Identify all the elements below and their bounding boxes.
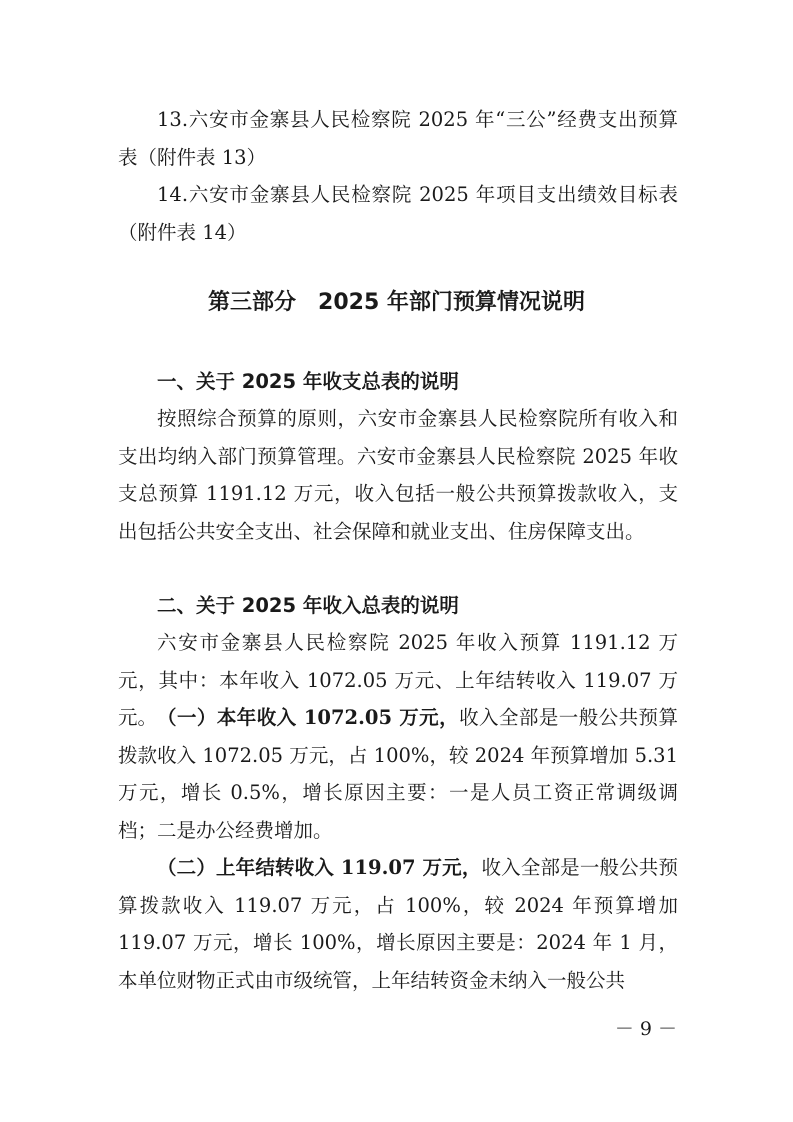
section-2-intro: 六安市金寨县人民检察院 2025 年收入预算 1191.12 万元，其中：本年收入 1072.05 万元、上年结转收入 119.07 万元。 xyxy=(118,631,678,729)
section-2-item-2 xyxy=(118,849,678,999)
list-item-13: 13.六安市金寨县人民检察院 2025 年“三公”经费支出预算表（附件表 13） xyxy=(118,108,678,169)
item-2-body: 收入全部是一般公共预算拨款收入 119.07 万元，占 100%，较 2024 年预算增加 119.07 万元，增长 100%，增长原因主要是：2024 年 1 月，本单位财物正式由市级统管，上年结转资金未纳入一般公共 xyxy=(118,856,678,992)
part-title: 第三部分 2025 年部门预算情况说明 xyxy=(208,290,585,315)
item-2-lead: （二）上年结转收入 119.07 万元， xyxy=(157,856,482,879)
section-heading-1: 一、关于 2025 年收支总表的说明 xyxy=(157,370,459,393)
item-1-lead: （一）本年收入 1072.05 万元， xyxy=(157,706,460,729)
section-1-body: 按照综合预算的原则，六安市金寨县人民检察院所有收入和支出均纳入部门预算管理。六安市金寨县人民检察院 2025 年收支总预算 1191.12 万元，收入包括一般公共预算拨款收入，支出包括公共安全支出、社会保障和就业支出、住房保障支出。 xyxy=(118,407,678,543)
section-heading-2: 二、关于 2025 年收入总表的说明 xyxy=(157,594,459,617)
page-number: － 9 － xyxy=(614,1018,677,1040)
list-item-14: 14.六安市金寨县人民检察院 2025 年项目支出绩效目标表（附件表 14） xyxy=(118,183,678,244)
section-2-item-1 xyxy=(118,699,678,849)
item-1-body: 收入全部是一般公共预算拨款收入 1072.05 万元，占 100%，较 2024 年预算增加 5.31 万元，增长 0.5%，增长原因主要：一是人员工资正常调级调档；二是办公经费增加。 xyxy=(118,706,678,842)
